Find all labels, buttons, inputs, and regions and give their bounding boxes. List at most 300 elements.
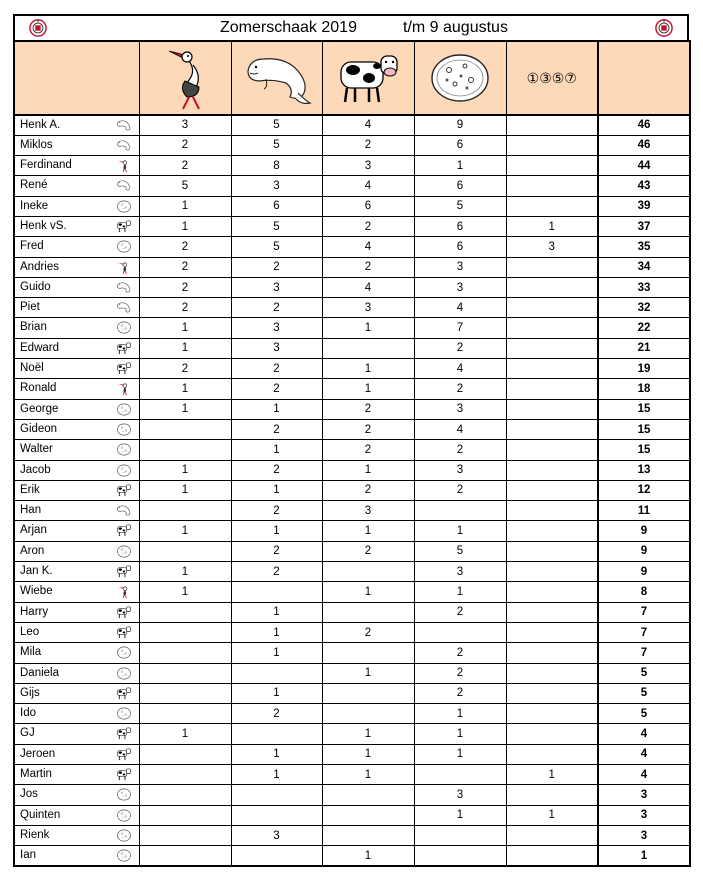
player-name: Harry [20,605,49,618]
table-row [14,724,690,744]
score-cell-c2: 6 [231,196,322,216]
player-name: Edward [20,341,59,354]
table-row [14,562,690,582]
score-cell-c2: 2 [231,257,322,277]
score-cell-c3: 1 [322,663,414,683]
cow-icon [116,523,132,538]
score-cell-c5 [506,582,598,602]
score-cell-c1: 1 [139,216,231,236]
score-cell-c4: 2 [414,602,506,622]
total-cell: 9 [598,562,690,582]
score-cell-c3: 1 [322,359,414,379]
score-cell-c1 [139,602,231,622]
score-cell-c2: 2 [231,460,322,480]
score-cell-c1: 1 [139,562,231,582]
table-row [14,602,690,622]
header-name-cell [14,41,139,115]
player-cell [14,622,139,642]
player-cell [14,237,139,257]
score-cell-c2: 2 [231,298,322,318]
player-name: Guido [20,280,51,293]
table-row [14,825,690,845]
score-cell-c4: 3 [414,277,506,297]
player-cell [14,643,139,663]
cow-icon [116,767,132,782]
score-cell-c4: 1 [414,582,506,602]
table-row [14,521,690,541]
player-name: Jacob [20,463,51,476]
score-cell-c5 [506,257,598,277]
header-row [14,41,690,115]
score-cell-c2: 1 [231,643,322,663]
score-cell-c3: 1 [322,846,414,866]
score-cell-c4: 7 [414,318,506,338]
score-cell-c4: 9 [414,115,506,135]
score-cell-c4: 1 [414,156,506,176]
club-logo-icon [655,19,673,37]
score-cell-c5 [506,663,598,683]
player-name: Gijs [20,686,40,699]
score-cell-c2: 5 [231,115,322,135]
cow-icon [116,686,132,701]
header-total-cell [598,41,690,115]
total-cell: 43 [598,176,690,196]
table-row [14,419,690,439]
table-row [14,216,690,236]
score-cell-c3: 2 [322,419,414,439]
score-cell-c3 [322,562,414,582]
table-row [14,318,690,338]
player-name: Gideon [20,422,58,435]
player-cell [14,359,139,379]
player-cell [14,399,139,419]
total-cell: 32 [598,298,690,318]
score-cell-c3: 3 [322,298,414,318]
circles-label: ①③⑤⑦ [526,69,577,86]
player-cell [14,338,139,358]
player-cell [14,440,139,460]
score-cell-c5: 3 [506,237,598,257]
table-row [14,622,690,642]
score-cell-c3 [322,785,414,805]
score-cell-c4: 1 [414,521,506,541]
total-cell: 15 [598,399,690,419]
table-row [14,744,690,764]
score-cell-c5 [506,460,598,480]
score-cell-c3: 4 [322,237,414,257]
score-cell-c2: 3 [231,176,322,196]
score-cell-c3: 1 [322,744,414,764]
score-cell-c1 [139,765,231,785]
player-cell [14,846,139,866]
score-cell-c1 [139,785,231,805]
pizza-icon [116,808,132,823]
score-cell-c2: 3 [231,338,322,358]
score-cell-c4: 6 [414,237,506,257]
pizza-icon [116,422,132,437]
score-cell-c1 [139,704,231,724]
score-cell-c5 [506,562,598,582]
player-cell [14,257,139,277]
score-cell-c5 [506,338,598,358]
total-cell: 37 [598,216,690,236]
score-cell-c2: 2 [231,704,322,724]
score-cell-c3: 1 [322,521,414,541]
total-cell: 21 [598,338,690,358]
player-name: Jos [20,788,38,801]
total-cell: 13 [598,460,690,480]
score-cell-c4: 1 [414,704,506,724]
player-name: Ido [20,707,36,720]
score-cell-c5 [506,156,598,176]
score-cell-c4: 2 [414,480,506,500]
score-cell-c1 [139,846,231,866]
player-name: Ronald [20,382,57,395]
player-cell [14,135,139,155]
table-row [14,643,690,663]
score-cell-c2: 1 [231,602,322,622]
score-cell-c1 [139,419,231,439]
total-cell: 7 [598,622,690,642]
score-cell-c1: 2 [139,237,231,257]
player-name: Jan K. [20,565,53,578]
cow-icon [333,48,403,108]
player-name: Leo [20,625,40,638]
score-cell-c2: 2 [231,541,322,561]
total-cell: 44 [598,156,690,176]
score-cell-c1: 2 [139,156,231,176]
pizza-icon [116,666,132,681]
cow-icon [116,747,132,762]
table-row [14,460,690,480]
score-cell-c3: 6 [322,196,414,216]
score-cell-c2: 1 [231,440,322,460]
player-name: GJ [20,727,35,740]
score-cell-c4: 2 [414,683,506,703]
score-cell-c5 [506,359,598,379]
table-row [14,359,690,379]
table-row [14,399,690,419]
score-cell-c5 [506,704,598,724]
manatee-icon [116,503,132,518]
score-cell-c3: 2 [322,440,414,460]
total-cell: 39 [598,196,690,216]
score-cell-c1: 1 [139,480,231,500]
total-cell: 4 [598,744,690,764]
player-name: George [20,402,59,415]
score-cell-c3: 1 [322,318,414,338]
pizza-icon [116,828,132,843]
player-cell [14,156,139,176]
player-name: Jeroen [20,747,56,760]
table-row [14,501,690,521]
total-cell: 5 [598,663,690,683]
score-cell-c4: 3 [414,460,506,480]
score-cell-c4: 1 [414,744,506,764]
player-cell [14,562,139,582]
table-row [14,846,690,866]
player-name: René [20,179,48,192]
score-cell-c1: 2 [139,257,231,277]
score-cell-c5 [506,399,598,419]
score-cell-c2: 1 [231,765,322,785]
score-cell-c3: 2 [322,541,414,561]
total-cell: 4 [598,724,690,744]
player-cell [14,724,139,744]
score-cell-c4: 3 [414,785,506,805]
score-cell-c5: 1 [506,805,598,825]
total-cell: 46 [598,135,690,155]
stork-icon [116,584,132,599]
player-cell [14,704,139,724]
title-bar [13,14,689,40]
page-title: Zomerschaak 2019 [220,19,357,36]
total-cell: 5 [598,683,690,703]
header-cow-cell [322,41,414,115]
score-cell-c5 [506,602,598,622]
score-cell-c1 [139,663,231,683]
score-cell-c5 [506,176,598,196]
pizza-icon [116,320,132,335]
score-cell-c4: 1 [414,805,506,825]
total-cell: 9 [598,521,690,541]
cow-icon [116,361,132,376]
total-cell: 15 [598,440,690,460]
player-cell [14,379,139,399]
score-cell-c5 [506,724,598,744]
total-cell: 18 [598,379,690,399]
score-cell-c4: 6 [414,135,506,155]
player-cell [14,501,139,521]
score-cell-c2: 3 [231,318,322,338]
header-stork-cell [139,41,231,115]
total-cell: 4 [598,765,690,785]
player-name: Han [20,504,42,517]
total-cell: 33 [598,277,690,297]
score-cell-c4: 5 [414,541,506,561]
score-cell-c3: 1 [322,765,414,785]
player-cell [14,825,139,845]
player-name: Erik [20,483,40,496]
table-row [14,480,690,500]
player-cell [14,460,139,480]
total-cell: 8 [598,582,690,602]
table-row [14,683,690,703]
cow-icon [116,341,132,356]
stork-icon [116,158,132,173]
score-cell-c2: 1 [231,622,322,642]
score-cell-c5 [506,643,598,663]
player-cell [14,582,139,602]
stork-icon [155,45,215,111]
player-name: Mila [20,646,42,659]
score-cell-c2: 1 [231,744,322,764]
player-name: Ineke [20,199,49,212]
player-cell [14,683,139,703]
table-row [14,541,690,561]
score-cell-c5 [506,379,598,399]
manatee-icon [116,138,132,153]
score-cell-c2 [231,785,322,805]
score-cell-c1: 2 [139,277,231,297]
score-cell-c2: 2 [231,562,322,582]
score-cell-c1: 2 [139,298,231,318]
score-cell-c2: 5 [231,237,322,257]
score-cell-c5 [506,846,598,866]
score-cell-c3: 1 [322,379,414,399]
score-cell-c5 [506,115,598,135]
cow-icon [116,726,132,741]
manatee-icon [242,49,312,107]
table-row [14,765,690,785]
player-cell [14,541,139,561]
standings-sheet [13,14,689,867]
score-cell-c1 [139,744,231,764]
total-cell: 1 [598,846,690,866]
score-cell-c1: 1 [139,724,231,744]
player-name: Ferdinand [20,159,72,172]
score-cell-c2: 1 [231,480,322,500]
player-name: Brian [20,321,47,334]
player-cell [14,521,139,541]
manatee-icon [116,300,132,315]
table-row [14,298,690,318]
table-row [14,785,690,805]
score-cell-c4: 6 [414,216,506,236]
player-name: Walter [20,443,53,456]
score-cell-c2 [231,724,322,744]
pizza-icon [116,402,132,417]
manatee-icon [116,280,132,295]
total-cell: 5 [598,704,690,724]
player-cell [14,805,139,825]
player-name: Wiebe [20,585,53,598]
cow-icon [116,564,132,579]
cow-icon [116,605,132,620]
score-cell-c1 [139,643,231,663]
header-pizza-cell [414,41,506,115]
score-cell-c2: 3 [231,825,322,845]
score-cell-c1 [139,541,231,561]
pizza-icon [116,544,132,559]
player-name: Martin [20,768,52,780]
table-row [14,440,690,460]
score-cell-c5 [506,541,598,561]
score-cell-c4: 2 [414,643,506,663]
score-cell-c3: 1 [322,582,414,602]
score-cell-c4: 2 [414,379,506,399]
score-cell-c3: 1 [322,724,414,744]
score-cell-c3 [322,602,414,622]
total-cell: 19 [598,359,690,379]
total-cell: 15 [598,419,690,439]
score-cell-c1 [139,501,231,521]
table-row [14,338,690,358]
score-cell-c1 [139,825,231,845]
score-cell-c4: 3 [414,399,506,419]
total-cell: 22 [598,318,690,338]
player-cell [14,663,139,683]
score-cell-c3: 2 [322,135,414,155]
table-row [14,663,690,683]
score-cell-c2: 2 [231,501,322,521]
player-cell [14,744,139,764]
score-cell-c5 [506,419,598,439]
table-row [14,196,690,216]
score-cell-c3: 2 [322,257,414,277]
pizza-icon [116,848,132,863]
score-cell-c2: 2 [231,419,322,439]
score-cell-c2: 5 [231,135,322,155]
score-cell-c1: 1 [139,338,231,358]
score-cell-c4: 2 [414,663,506,683]
score-cell-c5 [506,277,598,297]
total-cell: 12 [598,480,690,500]
score-cell-c5 [506,825,598,845]
score-cell-c4: 2 [414,338,506,358]
score-cell-c3: 4 [322,277,414,297]
score-cell-c2: 3 [231,277,322,297]
total-cell: 35 [598,237,690,257]
cow-icon [116,625,132,640]
score-cell-c5 [506,135,598,155]
score-cell-c2: 2 [231,359,322,379]
player-name: Daniela [20,666,59,679]
table-row [14,805,690,825]
score-cell-c3: 2 [322,622,414,642]
standings-table [13,40,691,867]
table-row [14,176,690,196]
score-cell-c2: 2 [231,379,322,399]
score-cell-c3 [322,825,414,845]
score-cell-c2: 1 [231,399,322,419]
score-cell-c5 [506,440,598,460]
score-cell-c4: 5 [414,196,506,216]
score-cell-c4: 3 [414,562,506,582]
score-cell-c2 [231,846,322,866]
table-row [14,379,690,399]
table-row [14,257,690,277]
player-cell [14,785,139,805]
score-cell-c4: 4 [414,419,506,439]
player-cell [14,602,139,622]
score-cell-c2 [231,663,322,683]
score-cell-c4: 6 [414,176,506,196]
score-cell-c1 [139,622,231,642]
score-cell-c5 [506,480,598,500]
score-cell-c5 [506,683,598,703]
player-name: Arjan [20,524,47,537]
manatee-icon [116,118,132,133]
score-cell-c3 [322,704,414,724]
score-cell-c5 [506,785,598,805]
score-cell-c3 [322,805,414,825]
score-cell-c2 [231,805,322,825]
score-cell-c4: 1 [414,724,506,744]
stork-icon [116,260,132,275]
pizza-icon [116,787,132,802]
total-cell: 9 [598,541,690,561]
score-cell-c1: 1 [139,379,231,399]
score-cell-c4 [414,765,506,785]
player-cell [14,318,139,338]
pizza-icon [429,52,491,104]
header-circles-cell [506,41,598,115]
score-cell-c5 [506,196,598,216]
pizza-icon [116,199,132,214]
score-cell-c3: 1 [322,460,414,480]
score-cell-c2: 1 [231,521,322,541]
